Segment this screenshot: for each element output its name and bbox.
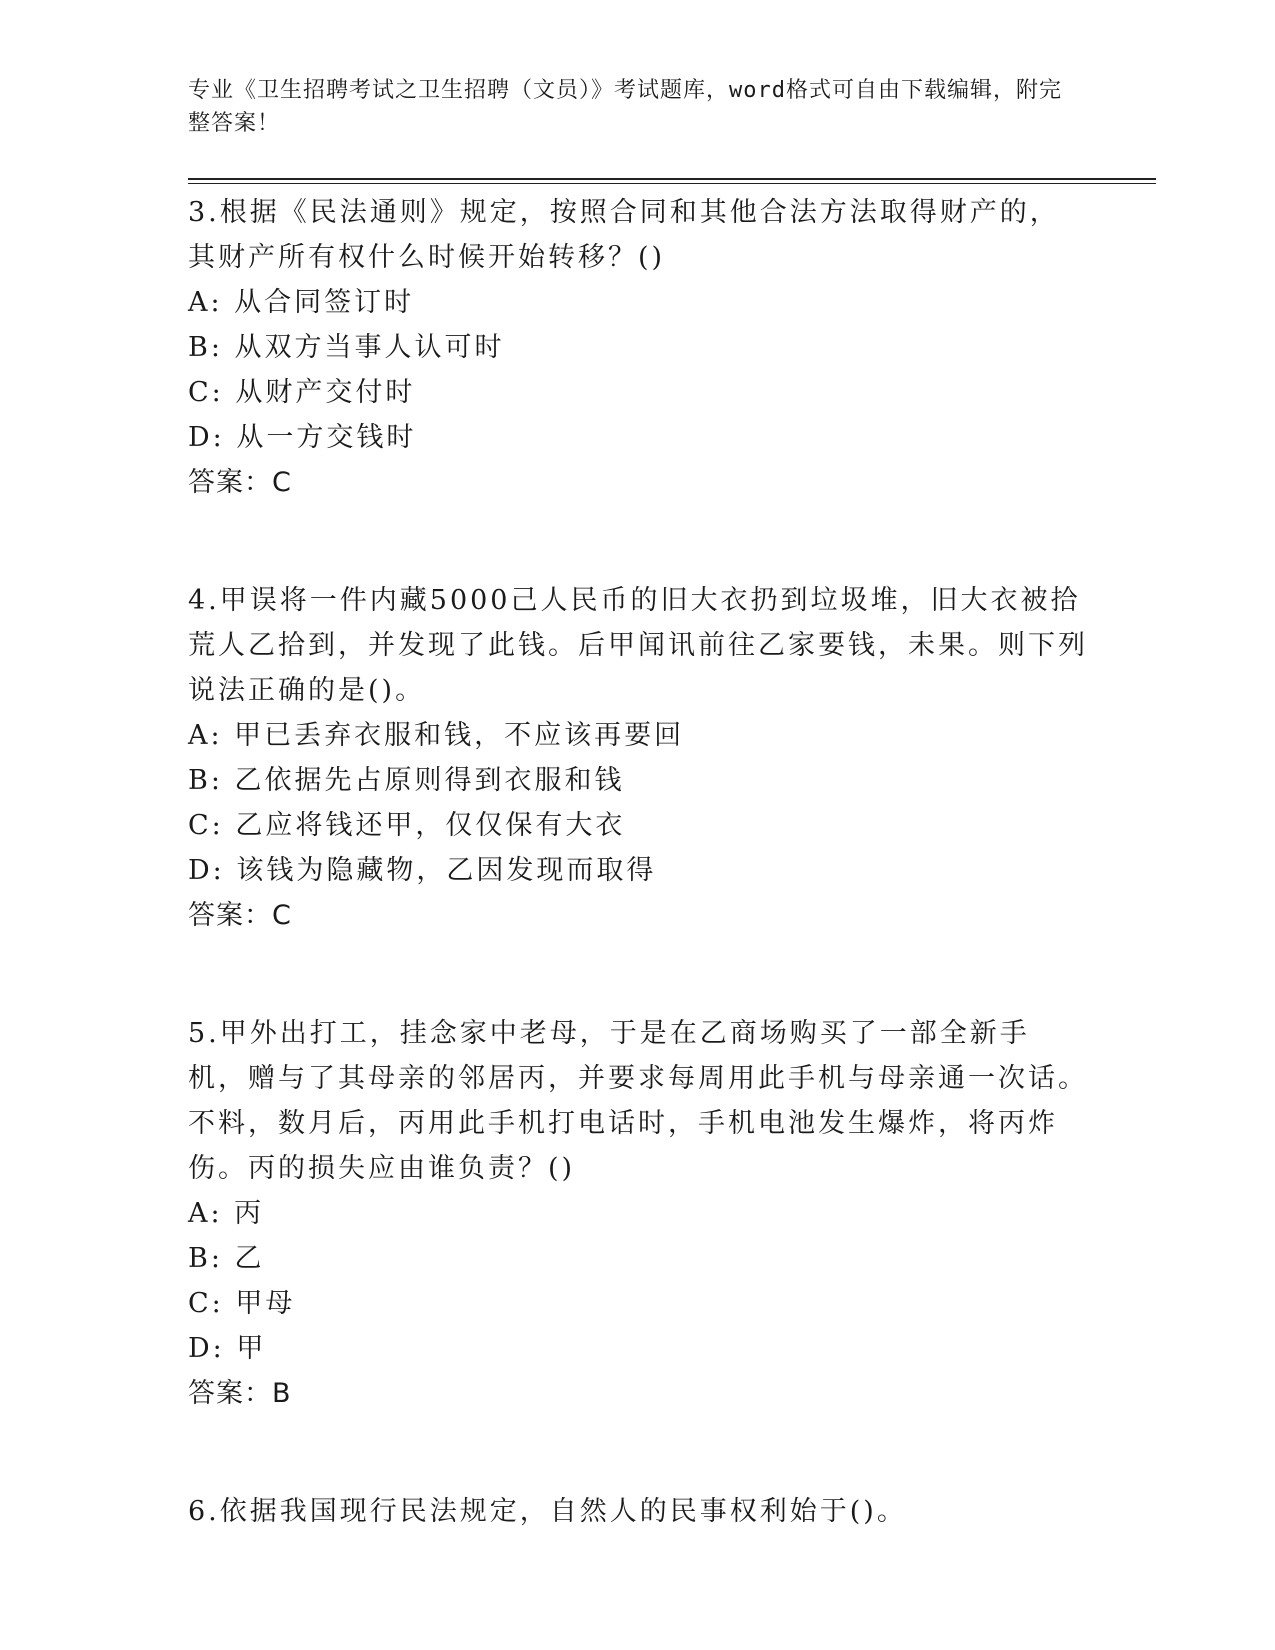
option-a: A: 从合同签订时	[188, 287, 415, 318]
question-text: 5.甲外出打工，挂念家中老母，于是在乙商场购买了一部全新手机，赠与了其母亲的邻居丙，并要求每周用此手机与母亲通一次话。不料，数月后，丙用此手机打电话时，手机电池发生爆炸，将丙炸伤。丙的损失应由谁负责？()	[188, 1018, 1088, 1184]
header-divider-thick	[188, 178, 1156, 180]
question-4	[188, 578, 1088, 938]
option-b: B: 乙依据先占原则得到衣服和钱	[188, 765, 625, 796]
question-text: 6.依据我国现行民法规定，自然人的民事权利始于()。	[188, 1496, 907, 1527]
option-a: A: 丙	[188, 1198, 265, 1229]
question-5	[188, 1011, 1088, 1416]
option-a: A: 甲已丢弃衣服和钱，不应该再要回	[188, 720, 685, 751]
document-header: 专业《卫生招聘考试之卫生招聘（文员）》考试题库，word格式可自由下载编辑，附完整答案！	[188, 78, 1062, 136]
option-c: C: 乙应将钱还甲，仅仅保有大衣	[188, 810, 626, 841]
question-6	[188, 1489, 1088, 1534]
answer-line: 答案：C	[188, 900, 292, 931]
question-list	[188, 190, 1088, 1534]
option-d: D: 该钱为隐藏物，乙因发现而取得	[188, 855, 657, 886]
option-d: D: 从一方交钱时	[188, 422, 417, 453]
option-b: B: 乙	[188, 1243, 265, 1274]
option-d: D: 甲	[188, 1333, 267, 1364]
question-3	[188, 190, 1088, 505]
question-text: 4.甲误将一件内藏5000己人民币的旧大衣扔到垃圾堆，旧大衣被拾荒人乙拾到，并发现了此钱。后甲闻讯前往乙家要钱，未果。则下列说法正确的是()。	[188, 585, 1088, 706]
answer-line: 答案：C	[188, 467, 292, 498]
option-c: C: 从财产交付时	[188, 377, 416, 408]
option-b: B: 从双方当事人认可时	[188, 332, 505, 363]
header-divider-thin	[188, 183, 1156, 184]
answer-line: 答案：B	[188, 1378, 292, 1409]
question-text: 3.根据《民法通则》规定，按照合同和其他合法方法取得财产的，其财产所有权什么时候开始转移？()	[188, 197, 1060, 273]
option-c: C: 甲母	[188, 1288, 296, 1319]
